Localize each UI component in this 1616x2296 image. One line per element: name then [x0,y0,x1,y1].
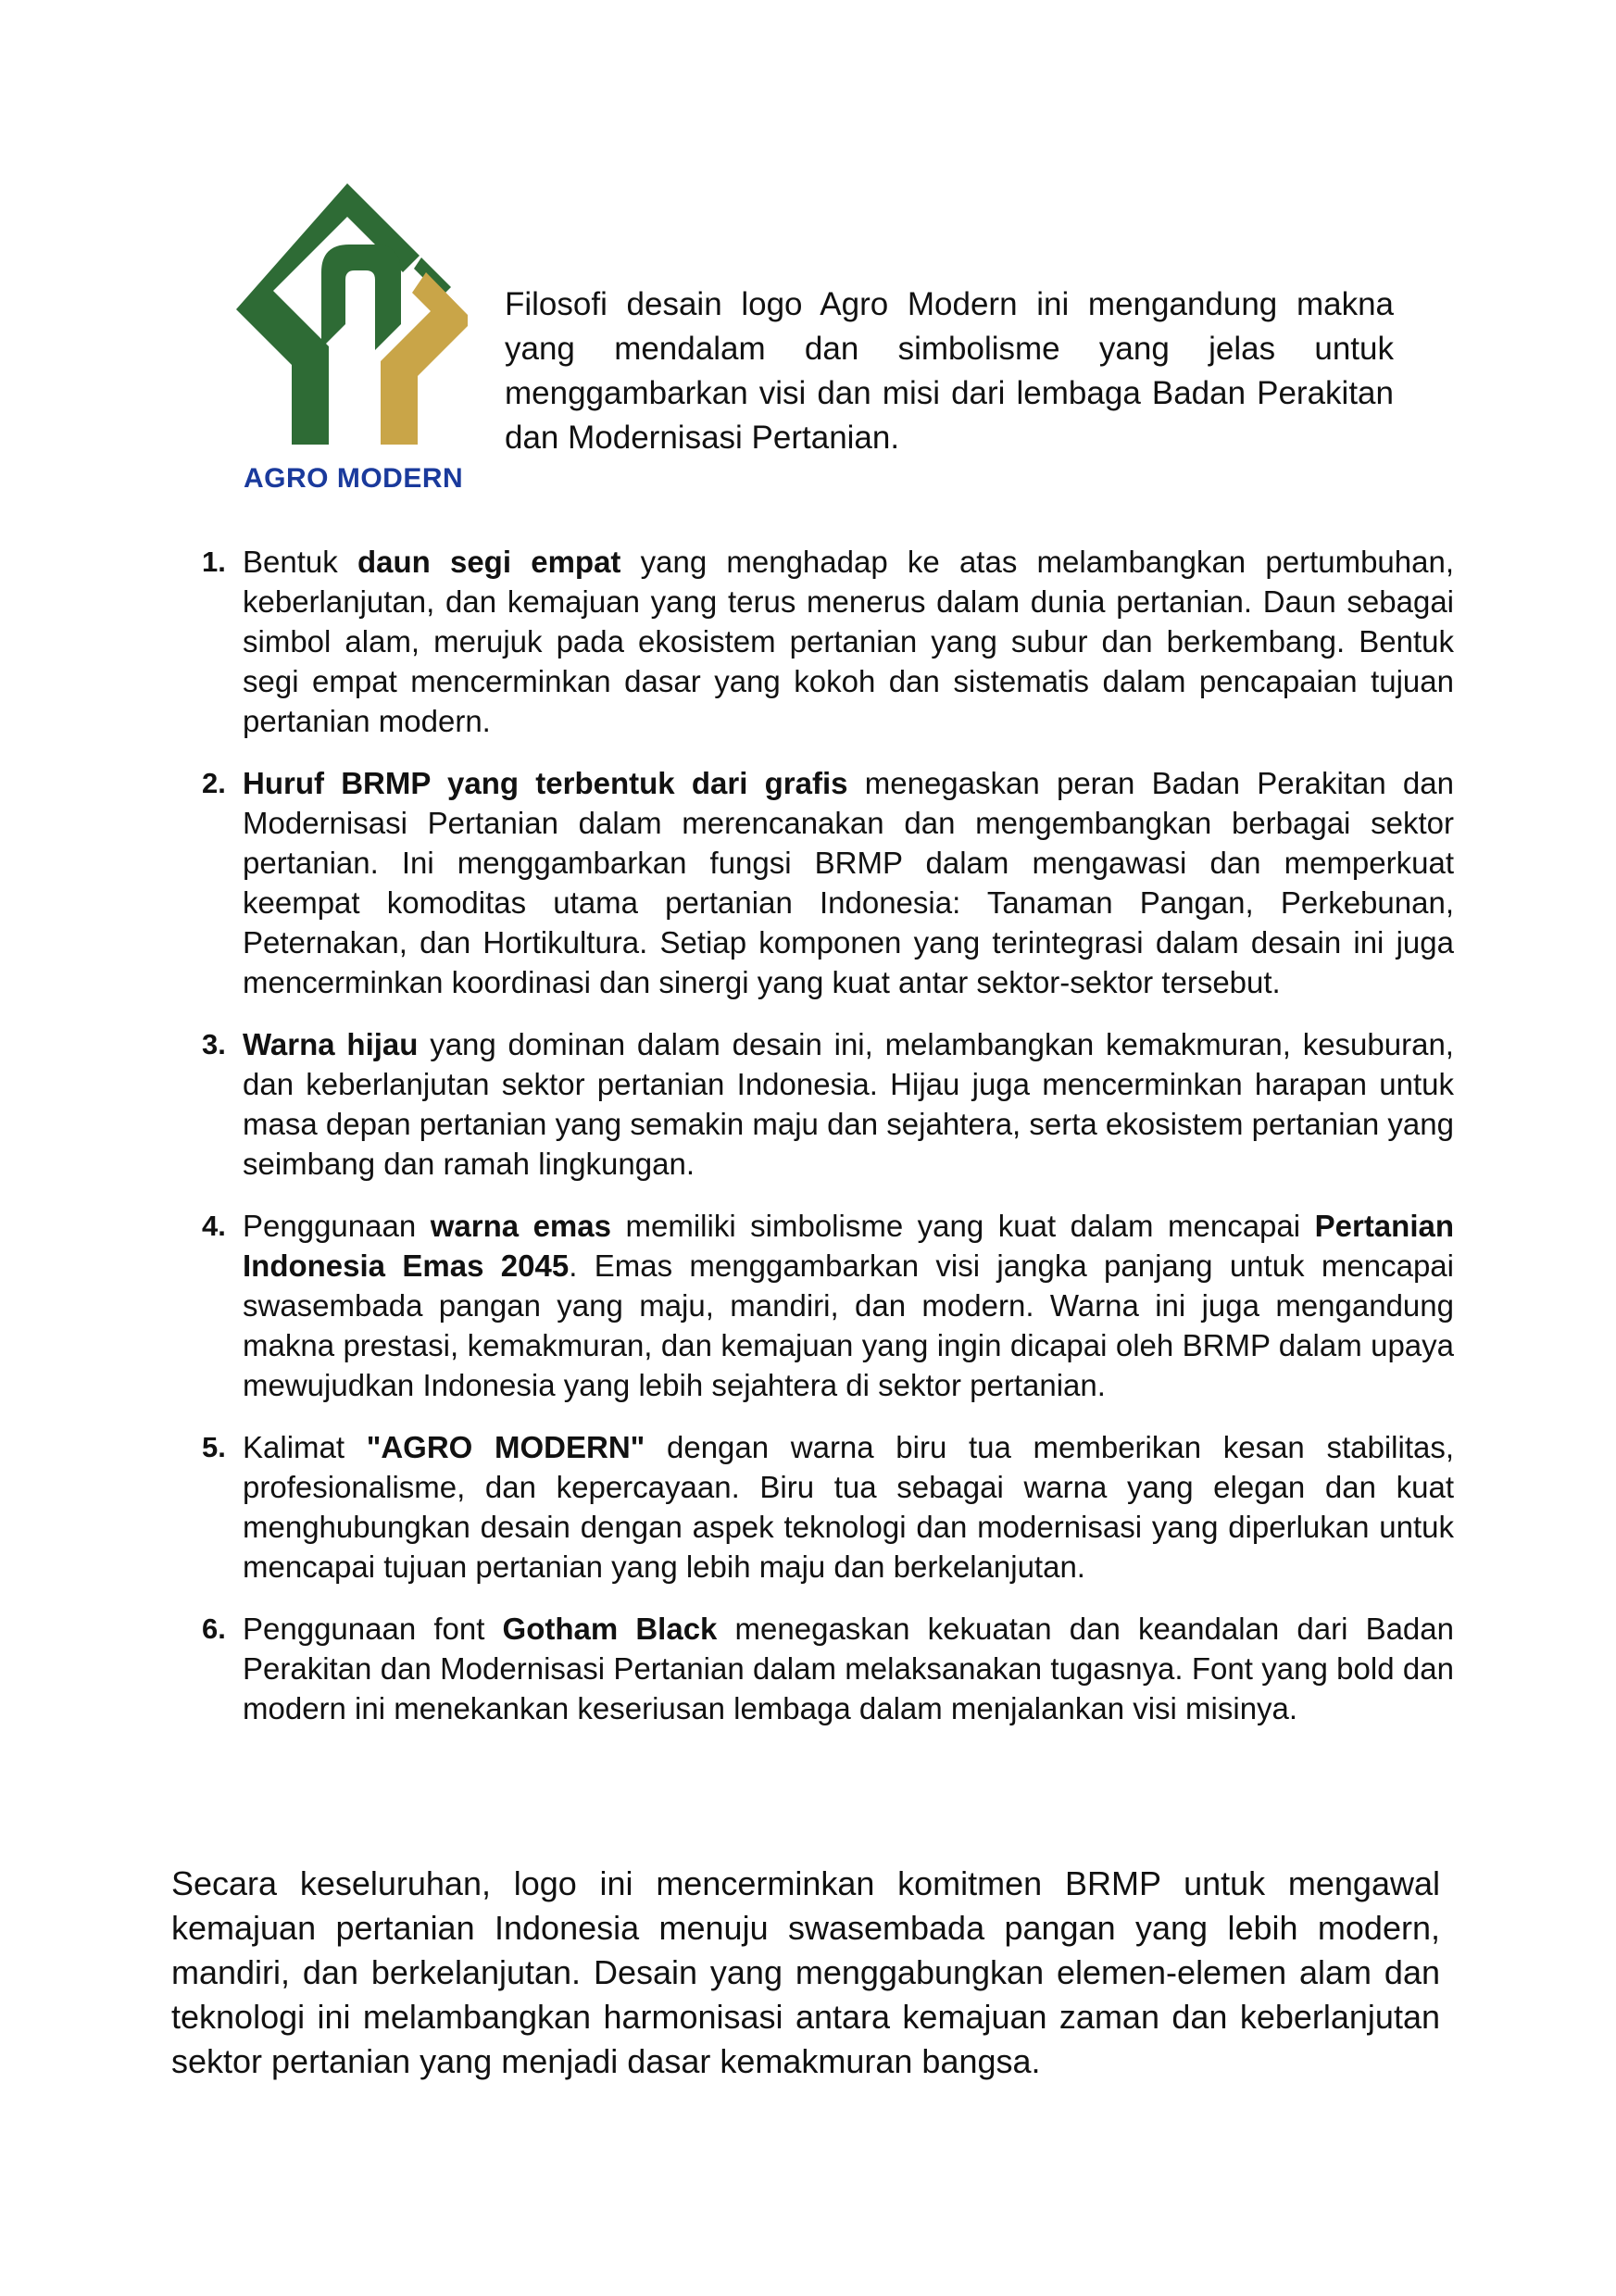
list-number: 5. [202,1431,226,1463]
item-text-body: dengan warna biru tua memberikan kesan stabilitas, profesionalisme, dan kepercayaan. Biru tua sebagai warna yang elegan dan kuat menghubungkan desain dengan aspek teknologi dan modernisasi yang diperlukan untuk mencapai tujuan pertanian yang lebih maju dan berkelanjutan. [243,1430,1455,1584]
item-text-bold: warna emas [430,1209,611,1243]
intro-paragraph: Filosofi desain logo Agro Modern ini mengandung makna yang mendalam dan simbolisme yang jelas untuk menggambarkan visi dan misi dari lembaga Badan Perakitan dan Modernisasi Pertanian. [505,286,1394,456]
logo-wordmark: AGRO MODERN [244,463,464,494]
philosophy-list [185,542,1454,1750]
list-number: 4. [202,1210,226,1242]
item-text-body: menegaskan kekuatan dan keandalan dari Badan Perakitan dan Modernisasi Pertanian dalam melaksanakan tugasnya. Font yang bold dan modern ini menekankan keseriusan lembaga dalam menjalankan visi misinya. [243,1612,1454,1725]
list-item [185,1024,1454,1184]
item-text-body: memiliki simbolisme yang kuat dalam mencapai [610,1209,1315,1243]
list-item [185,1609,1454,1728]
item-text-body: menegaskan peran Badan Perakitan dan Modernisasi Pertanian dalam merencanakan dan mengembangkan berbagai sektor pertanian. Ini menggambarkan fungsi BRMP dalam mengawasi dan memperkuat keempat komoditas utama pertanian Indonesia: Tanaman Pangan, Perkebunan, Peternakan, dan Hortikultura. Setiap komponen yang terintegrasi dalam desain ini juga mencerminkan koordinasi dan sinergi yang kuat antar sektor-sektor tersebut. [243,766,1454,999]
agro-modern-leaf-logo-icon [236,176,477,445]
item-text-bold: daun segi empat [357,545,621,579]
item-text-pre: Penggunaan [243,1209,431,1243]
item-text-body: yang menghadap ke atas melambangkan pertumbuhan, keberlanjutan, dan kemajuan yang terus menerus dalam dunia pertanian. Daun sebagai simbol alam, merujuk pada ekosistem pertanian yang subur dan berkembang. Bentuk segi empat mencerminkan dasar yang kokoh dan sistematis dalam pencapaian tujuan pertanian modern. [243,545,1455,738]
item-text-bold: "AGRO MODERN" [366,1430,645,1464]
item-text-body: yang dominan dalam desain ini, melambangkan kemakmuran, kesuburan, dan keberlanjutan sektor pertanian Indonesia. Hijau juga mencerminkan harapan untuk masa depan pertanian yang semakin maju dan sejahtera, serta ekosistem pertanian yang seimbang dan ramah lingkungan. [243,1027,1454,1181]
list-item [185,1206,1454,1405]
closing-paragraph: Secara keseluruhan, logo ini mencerminkan komitmen BRMP untuk mengawal kemajuan pertanian Indonesia menuju swasembada pangan yang lebih modern, mandiri, dan berkelanjutan. Desain yang menggabungkan elemen-elemen alam dan teknologi ini melambangkan harmonisasi antara kemajuan zaman dan keberlanjutan sektor pertanian yang menjadi dasar kemakmuran bangsa. [171,1864,1440,2080]
item-text-pre: Bentuk [243,545,357,579]
list-item [185,542,1454,741]
item-text-post: . Emas menggambarkan visi jangka panjang untuk mencapai swasembada pangan yang maju, mandiri, dan modern. Warna ini juga mengandung makna prestasi, kemakmuran, dan kemajuan yang ingin dicapai oleh BRMP dalam upaya mewujudkan Indonesia yang lebih sejahtera di sektor pertanian. [243,1248,1454,1402]
logo-green-leaf [321,245,401,350]
item-text-bold: Huruf BRMP yang terbentuk dari grafis [243,766,848,800]
item-text-bold: Warna hijau [243,1027,419,1061]
list-number: 2. [202,767,226,799]
item-text-bold: Gotham Black [502,1612,718,1646]
list-number: 3. [202,1028,226,1060]
list-item [185,1427,1454,1587]
logo [236,176,477,500]
item-text-bold-2: Pertanian Indonesia Emas 2045 [243,1209,1454,1283]
list-item [185,763,1454,1002]
list-number: 6. [202,1612,226,1645]
item-text-pre: Penggunaan font [243,1612,503,1646]
item-text-pre: Kalimat [243,1430,367,1464]
list-number: 1. [202,546,226,578]
